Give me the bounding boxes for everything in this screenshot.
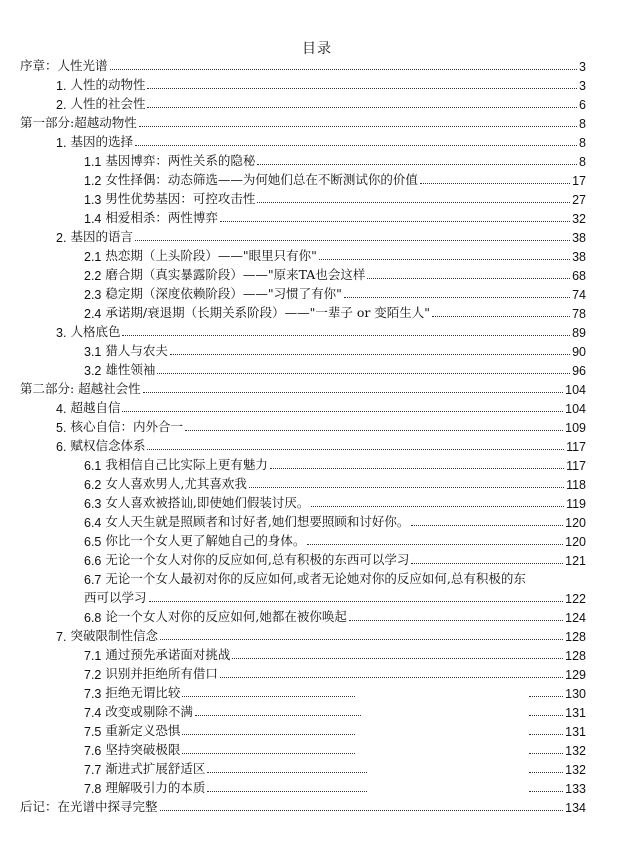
toc-entry-text: 坚持突破极限 xyxy=(105,742,181,757)
toc-entry-page: 78 xyxy=(572,307,586,321)
leader-dots xyxy=(110,69,578,70)
leader-dots xyxy=(207,791,367,792)
toc-entry-number: 6.3 xyxy=(84,497,102,511)
toc-entry-text: 热恋期（上头阶段）——"眼里只有你" xyxy=(105,248,317,263)
leader-dots xyxy=(411,525,563,526)
toc-entry-text: 基因的选择 xyxy=(70,134,133,149)
toc-entry-page: 90 xyxy=(572,345,586,359)
toc-entry-text: 改变或剔除不满 xyxy=(105,704,193,719)
toc-entry-number: 3. xyxy=(56,326,67,340)
leader-dots xyxy=(257,202,570,203)
toc-entry[interactable] xyxy=(84,739,586,758)
toc-entry-page: 8 xyxy=(579,155,586,169)
toc-entry[interactable] xyxy=(56,93,586,112)
toc-entry-page: 104 xyxy=(565,383,586,397)
toc-entry-text-continued: 西可以学习 xyxy=(84,590,147,605)
toc-entry-text: 猎人与农夫 xyxy=(105,343,168,358)
toc-entry-number: 7.4 xyxy=(84,706,102,720)
toc-entry-number: 1.1 xyxy=(84,155,102,169)
toc-entry-text: 人性的动物性 xyxy=(70,77,146,92)
leader-dots xyxy=(432,316,570,317)
leader-dots xyxy=(529,791,563,792)
leader-dots xyxy=(249,487,564,488)
leader-dots xyxy=(182,753,354,754)
toc-entry-wrapped-line2[interactable] xyxy=(84,587,586,606)
toc-entry[interactable] xyxy=(84,511,586,530)
toc-entry-page: 133 xyxy=(565,782,587,796)
toc-entry-number: 2.4 xyxy=(84,307,102,321)
toc-entry-page: 8 xyxy=(579,117,586,131)
toc-entry[interactable] xyxy=(56,397,586,416)
toc-entry-number: 7. xyxy=(56,630,67,644)
toc-entry[interactable] xyxy=(84,701,586,720)
toc-entry-text: 磨合期（真实暴露阶段）——"原来TA也会这样 xyxy=(105,267,366,282)
toc-entry-number: 6.7 xyxy=(84,573,102,587)
toc-entry-page: 6 xyxy=(579,98,586,112)
toc-entry-text: 人格底色 xyxy=(70,324,121,339)
toc-entry[interactable] xyxy=(56,321,586,340)
toc-entry[interactable] xyxy=(84,758,586,777)
leader-dots xyxy=(232,658,563,659)
toc-entry[interactable] xyxy=(84,530,586,549)
toc-entry-number: 2.2 xyxy=(84,269,102,283)
toc-entry-text: 第二部分: 超越社会性 xyxy=(20,381,141,396)
toc-entry-number: 1. xyxy=(56,79,67,93)
toc-entry-number: 6. xyxy=(56,440,67,454)
toc-entry[interactable] xyxy=(56,131,586,150)
toc-entry[interactable] xyxy=(84,606,586,625)
leader-dots xyxy=(182,696,354,697)
toc-entry-page: 74 xyxy=(572,288,586,302)
leader-dots xyxy=(349,620,563,621)
toc-entry-number: 7.3 xyxy=(84,687,102,701)
toc-entry-epilogue[interactable] xyxy=(20,796,586,815)
leader-dots xyxy=(344,297,570,298)
toc-entry-page: 131 xyxy=(565,725,587,739)
toc-entry-page: 119 xyxy=(566,497,586,511)
leader-dots xyxy=(182,734,354,735)
toc-entry[interactable] xyxy=(84,492,586,511)
toc-entry-part-two[interactable] xyxy=(20,378,586,397)
toc-entry-page: 89 xyxy=(572,326,586,340)
toc-entry-text: 雄性领袖 xyxy=(105,362,156,377)
toc-entry[interactable] xyxy=(84,473,586,492)
toc-entry-number: 7.2 xyxy=(84,668,102,682)
toc-entry-text: 拒绝无谓比较 xyxy=(105,685,181,700)
toc-entry-number: 7.5 xyxy=(84,725,102,739)
toc-entry-text: 人性的社会性 xyxy=(70,96,146,111)
leader-dots xyxy=(307,544,563,545)
toc-entry-text: 后记：在光谱中探寻完整 xyxy=(20,799,158,814)
toc-entry-page: 117 xyxy=(566,440,586,454)
leader-dots xyxy=(185,430,563,431)
toc-entry[interactable] xyxy=(84,720,586,739)
toc-entry[interactable] xyxy=(84,150,586,169)
leader-dots xyxy=(257,164,577,165)
toc-entry-page: 68 xyxy=(572,269,586,283)
leader-dots xyxy=(135,240,570,241)
toc-entry-page: 129 xyxy=(565,668,586,682)
toc-entry-page: 38 xyxy=(572,231,586,245)
toc-entry[interactable] xyxy=(84,302,586,321)
toc-entry[interactable] xyxy=(84,264,586,283)
toc-entry[interactable] xyxy=(56,435,586,454)
toc-entry-number: 2. xyxy=(56,98,67,112)
toc-entry-number: 7.7 xyxy=(84,763,102,777)
toc-entry-text: 理解吸引力的本质 xyxy=(105,780,206,795)
leader-dots xyxy=(157,373,570,374)
leader-dots xyxy=(207,772,367,773)
toc-entry-page: 3 xyxy=(579,79,586,93)
leader-dots xyxy=(135,145,577,146)
leader-dots xyxy=(311,506,564,507)
toc-entry-text: 基因的语言 xyxy=(70,229,133,244)
toc-entry-number: 7.8 xyxy=(84,782,102,796)
toc-entry-prologue[interactable] xyxy=(20,55,586,74)
toc-entry-page: 122 xyxy=(565,592,586,606)
toc-entry-page: 134 xyxy=(565,801,586,815)
toc-entry[interactable] xyxy=(84,188,586,207)
toc-entry-page: 3 xyxy=(579,60,586,74)
leader-dots xyxy=(270,468,564,469)
leader-dots xyxy=(195,715,361,716)
toc-entry-page: 118 xyxy=(566,478,586,492)
toc-entry-page: 132 xyxy=(565,763,587,777)
leader-dots xyxy=(529,753,563,754)
toc-entry-text: 赋权信念体系 xyxy=(70,438,146,453)
toc-entry-text: 稳定期（深度依赖阶段）——"习惯了有你" xyxy=(105,286,342,301)
toc-entry[interactable] xyxy=(56,416,586,435)
leader-dots xyxy=(143,392,563,393)
leader-dots xyxy=(122,411,563,412)
toc-entry-page: 128 xyxy=(565,630,586,644)
toc-entry-number: 5. xyxy=(56,421,67,435)
toc-entry-text: 女人喜欢男人,尤其喜欢我 xyxy=(105,476,247,491)
toc-entry-wrapped-line1[interactable] xyxy=(84,568,586,587)
leader-dots xyxy=(319,259,570,260)
toc-entry-text: 突破限制性信念 xyxy=(70,628,158,643)
toc-entry-page: 27 xyxy=(572,193,586,207)
toc-entry-number: 2. xyxy=(56,231,67,245)
toc-entry-text: 识别并拒绝所有借口 xyxy=(105,666,218,681)
toc-entry-number: 1. xyxy=(56,136,67,150)
toc-entry-number: 6.4 xyxy=(84,516,102,530)
toc-entry[interactable] xyxy=(84,777,586,796)
toc-entry-number: 4. xyxy=(56,402,67,416)
toc-entry-text: 女人喜欢被搭讪,即使她们假装讨厌。 xyxy=(105,495,310,510)
toc-entry-text: 女性择偶：动态筛选——为何她们总在不断测试你的价值 xyxy=(105,172,418,187)
toc-entry-text: 我相信自己比实际上更有魅力 xyxy=(105,457,268,472)
toc-entry-text: 无论一个女人最初对你的反应如何,或者无论她对你的反应如何,总有积极的东 xyxy=(105,571,526,586)
toc-entry-text: 超越自信 xyxy=(70,400,121,415)
toc-entry-number: 7.1 xyxy=(84,649,102,663)
toc-entry[interactable] xyxy=(56,625,586,644)
toc-entry-number: 2.3 xyxy=(84,288,102,302)
toc-entry-text: 无论一个女人对你的反应如何,总有积极的东西可以学习 xyxy=(105,552,410,567)
toc-entry-page: 17 xyxy=(572,174,586,188)
leader-dots xyxy=(147,449,564,450)
toc-entry-page: 32 xyxy=(572,212,586,226)
toc-entry-text: 重新定义恐惧 xyxy=(105,723,181,738)
toc-entry[interactable] xyxy=(84,245,586,264)
toc-entry-page: 121 xyxy=(565,554,586,568)
leader-dots xyxy=(139,126,577,127)
toc-entry-text: 承诺期/衰退期（长期关系阶段）——"一辈子 or 变陌生人" xyxy=(105,305,431,320)
leader-dots xyxy=(149,601,564,602)
toc-entry-page: 8 xyxy=(579,136,586,150)
leader-dots xyxy=(122,335,570,336)
leader-dots xyxy=(160,810,564,811)
toc-entry[interactable] xyxy=(84,644,586,663)
toc-entry-page: 96 xyxy=(572,364,586,378)
toc-entry[interactable] xyxy=(84,549,586,568)
toc-entry-number: 3.2 xyxy=(84,364,102,378)
toc-entry-page: 124 xyxy=(565,611,586,625)
leader-dots xyxy=(170,354,570,355)
toc-entry[interactable] xyxy=(56,74,586,93)
toc-title: 目录 xyxy=(302,41,332,57)
toc-entry-page: 130 xyxy=(565,687,587,701)
toc-entry-text: 渐进式扩展舒适区 xyxy=(105,761,206,776)
toc-entry[interactable] xyxy=(84,663,586,682)
toc-entry-text: 女人天生就是照顾者和讨好者,她们想要照顾和讨好你。 xyxy=(105,514,410,529)
toc-entry-number: 6.6 xyxy=(84,554,102,568)
toc-entry-number: 7.6 xyxy=(84,744,102,758)
leader-dots xyxy=(160,639,563,640)
toc-entry-page: 120 xyxy=(565,516,586,530)
toc-entry-text: 通过预先承诺面对挑战 xyxy=(105,647,231,662)
toc-entry[interactable] xyxy=(84,454,586,473)
leader-dots xyxy=(420,183,570,184)
toc-entry-number: 1.4 xyxy=(84,212,102,226)
toc-entry-number: 2.1 xyxy=(84,250,102,264)
toc-entry-text: 基因博弈：两性关系的隐秘 xyxy=(105,153,256,168)
toc-entry[interactable] xyxy=(56,226,586,245)
toc-entry-text: 你比一个女人更了解她自己的身体。 xyxy=(105,533,306,548)
leader-dots xyxy=(220,221,570,222)
toc-entry-text: 相爱相杀：两性博弈 xyxy=(105,210,218,225)
toc-entry-text: 第一部分:超越动物性 xyxy=(20,115,137,130)
leader-dots xyxy=(529,734,563,735)
toc-entry-number: 6.5 xyxy=(84,535,102,549)
leader-dots xyxy=(411,563,563,564)
toc-entry[interactable] xyxy=(84,340,586,359)
toc-entry-number: 1.3 xyxy=(84,193,102,207)
toc-entry[interactable] xyxy=(84,682,586,701)
leader-dots xyxy=(147,107,577,108)
toc-entry-text: 核心自信：内外合一 xyxy=(70,419,183,434)
toc-entry-part-one[interactable] xyxy=(20,112,586,131)
toc-entry[interactable] xyxy=(84,207,586,226)
toc-entry[interactable] xyxy=(84,169,586,188)
toc-entry-page: 120 xyxy=(565,535,586,549)
toc-entry[interactable] xyxy=(84,359,586,378)
leader-dots xyxy=(147,88,577,89)
toc-entry-text: 序章：人性光谱 xyxy=(20,58,108,73)
toc-entry-page: 117 xyxy=(566,459,586,473)
toc-entry-number: 6.8 xyxy=(84,611,102,625)
toc-entry-number: 6.1 xyxy=(84,459,102,473)
toc-entry-number: 3.1 xyxy=(84,345,102,359)
toc-entry-page: 132 xyxy=(565,744,587,758)
toc-entry-page: 109 xyxy=(565,421,586,435)
leader-dots xyxy=(529,715,563,716)
toc-entry-page: 131 xyxy=(565,706,587,720)
toc-entry-number: 1.2 xyxy=(84,174,102,188)
toc-entry-page: 128 xyxy=(565,649,586,663)
leader-dots xyxy=(529,696,563,697)
leader-dots xyxy=(367,278,570,279)
toc-entry-text: 男性优势基因：可控攻击性 xyxy=(105,191,256,206)
toc-entry-page: 38 xyxy=(572,250,586,264)
toc-entry-page: 104 xyxy=(565,402,586,416)
toc-entry[interactable] xyxy=(84,283,586,302)
toc-entry-text: 论一个女人对你的反应如何,她都在被你唤起 xyxy=(105,609,347,624)
toc-entry-number: 6.2 xyxy=(84,478,102,492)
leader-dots xyxy=(220,677,563,678)
leader-dots xyxy=(529,772,563,773)
